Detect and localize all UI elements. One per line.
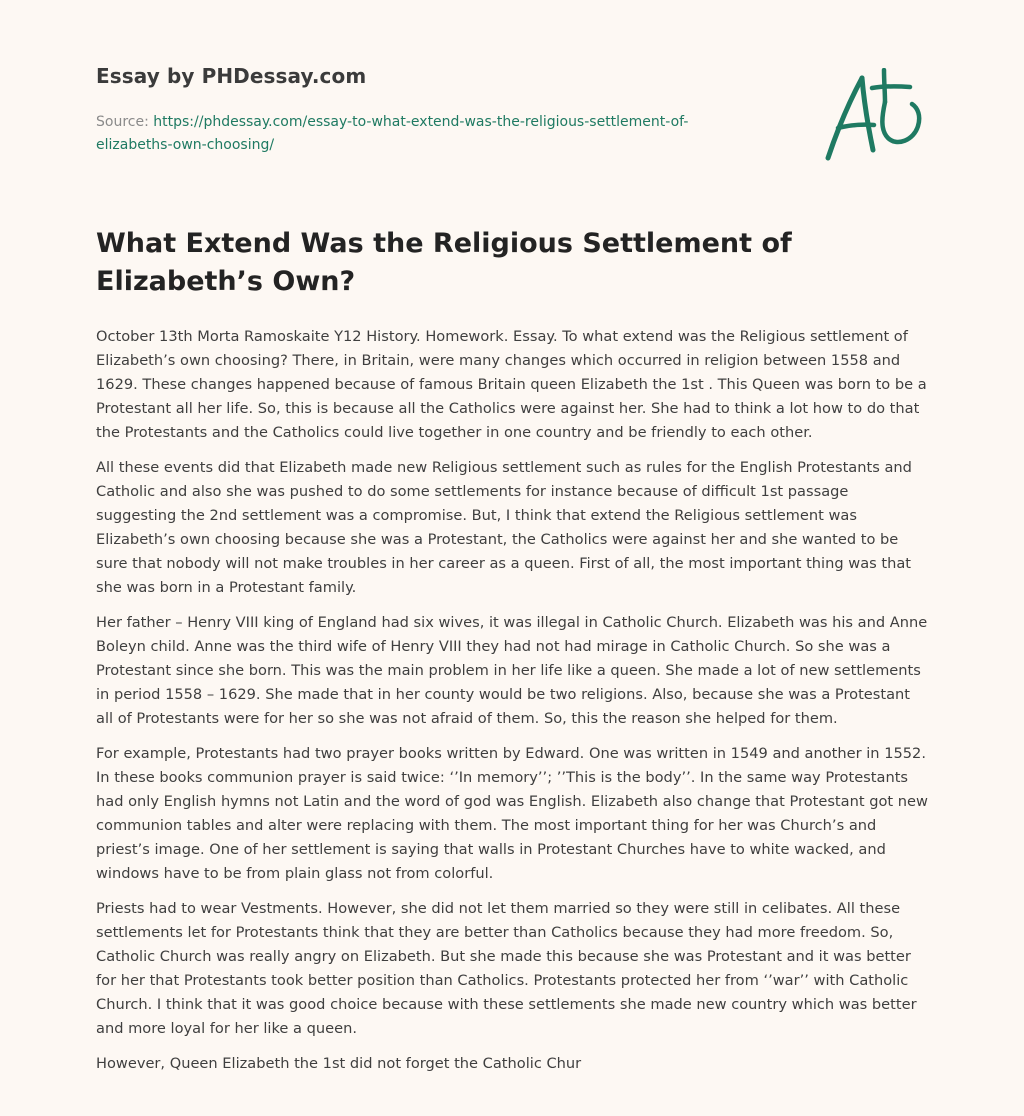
- source-link[interactable]: https://phdessay.com/essay-to-what-extend-was-the-religious-settlement-of-elizabeths-own-choosing/: [96, 114, 689, 153]
- source-line: [96, 111, 746, 157]
- essay-paragraph: October 13th Morta Ramoskaite Y12 History. Homework. Essay. To what extend was the Religious settlement of Elizabeth’s own choosing? There, in Britain, were many changes which occurred in religion between 1558 and 1629. These changes happened because of famous Britain queen Elizabeth the 1st . This Queen was born to be a Protestant all her life. So, this is because all the Catholics were against her. She had to think a lot how to do that the Protestants and the Catholics could live together in one country and be friendly to each other.: [96, 328, 927, 441]
- site-title: Essay by PHDessay.com: [96, 64, 367, 88]
- a-plus-grade-icon: [822, 68, 928, 164]
- essay-body: [96, 325, 928, 1087]
- essay-paragraph: However, Queen Elizabeth the 1st did not forget the Catholic Chur: [96, 1055, 582, 1072]
- source-label: Source:: [96, 114, 154, 130]
- essay-paragraph: All these events did that Elizabeth made new Religious settlement such as rules for the English Protestants and Catholic and also she was pushed to do some settlements for instance because of difficult 1st passage suggesting the 2nd settlement was a compromise. But, I think that extend the Religious settlement was Elizabeth’s own choosing because she was a Protestant, the Catholics were against her and she wanted to be sure that nobody will not make troubles in her career as a queen. First of all, the most important thing was that she was born in a Protestant family.: [96, 459, 912, 596]
- essay-paragraph: Her father – Henry VIII king of England had six wives, it was illegal in Catholic Church. Elizabeth was his and Anne Boleyn child. Anne was the third wife of Henry VIII they had not had mirage in Catholic Church. So she was a Protestant since she born. This was the main problem in her life like a queen. She made a lot of new settlements in period 1558 – 1629. She made that in her county would be two religions. Also, because she was a Protestant all of Protestants were for her so she was not afraid of them. So, this the reason she helped for them.: [96, 614, 928, 727]
- essay-paragraph: Priests had to wear Vestments. However, she did not let them married so they were still in celibates. All these settlements let for Protestants think that they are better than Catholics because they had more freedom. So, Catholic Church was really angry on Elizabeth. But she made this because she was Protestant and it was better for her that Protestants took better position than Catholics. Protestants protected her from ‘’war’’ with Catholic Church. I think that it was good choice because with these settlements she made new country which was better and more loyal for her like a queen.: [96, 900, 917, 1037]
- essay-title: What Extend Was the Religious Settlement of Elizabeth’s Own?: [96, 228, 792, 297]
- essay-paragraph: For example, Protestants had two prayer books written by Edward. One was written in 1549 and another in 1552. In these books communion prayer is said twice: ‘’In memory’’; ’’This is the body’’. In the same way Protestants had only English hymns not Latin and the word of god was English. Elizabeth also change that Protestant got new communion tables and alter were replacing with them. The most important thing for her was Church’s and priest’s image. One of her settlement is saying that walls in Protestant Churches have to white wacked, and windows have to be from plain glass not from colorful.: [96, 745, 928, 882]
